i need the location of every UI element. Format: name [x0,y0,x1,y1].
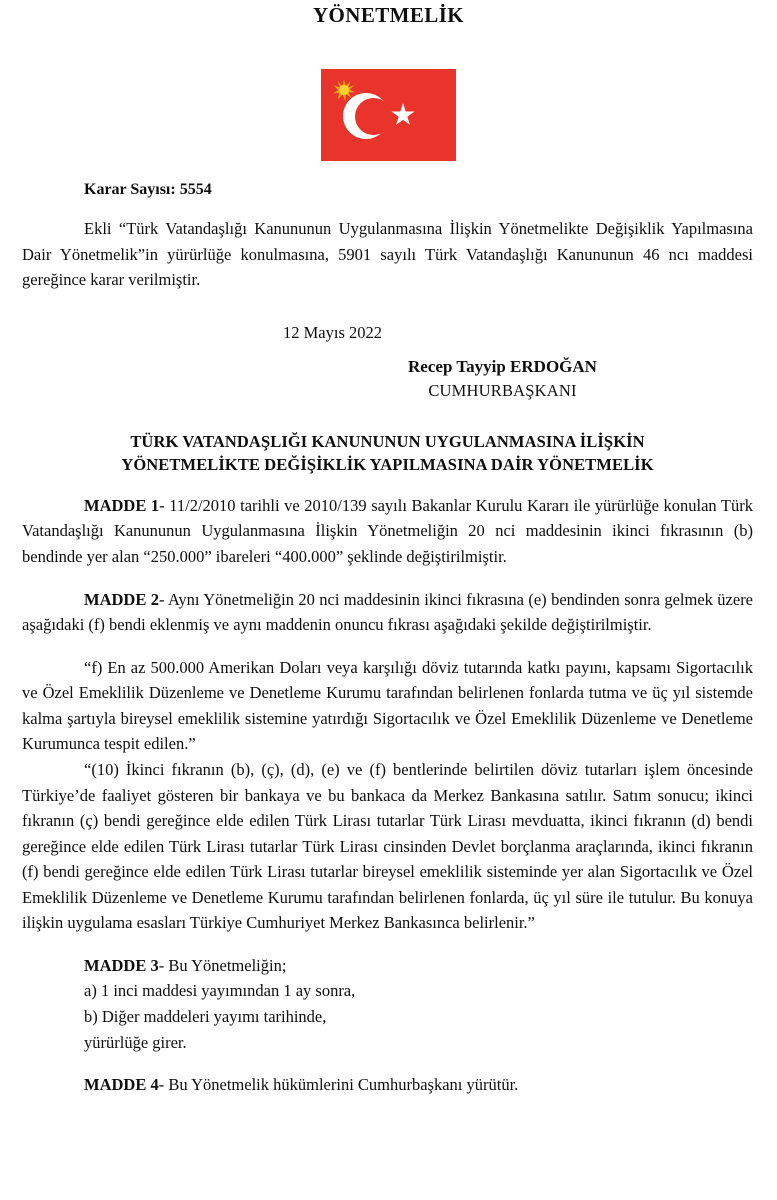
quoted-clause-f: “f) En az 500.000 Amerikan Doları veya karşılığı döviz tutarında katkı payını, kapsamı Sigortacılık ve Özel Emeklilik Düzenleme ve Denetleme Kurumu tarafından belirlenen fonlarda tutma ve üç yıl sistemde kalma şartıyla bireysel emeklilik sistemine yatırdığı Sigortacılık ve Özel Emeklilik Düzenleme ve Denetleme Kurumunca tespit edilen.” [22,657,753,754]
article-3-item-a: a) 1 inci maddesi yayımından 1 ay sonra, [84,981,356,1001]
article-3-intro: Bu Yönetmeliğin; [168,955,287,975]
crescent-cutout [355,98,392,135]
decision-date: 12 Mayıs 2022 [283,322,382,342]
article-4-separator: - [158,1075,169,1095]
emblem-container [0,69,777,161]
signatory-title: CUMHURBAŞKANI [428,381,577,401]
article-4 [22,1072,753,1098]
article-4-label: MADDE 4 [84,1075,159,1095]
article-2-separator: - [158,589,168,609]
regulation-title-line-2: YÖNETMELİKTE DEĞİŞİKLİK YAPILMASINA DAİR YÖNETMELİK [121,454,654,474]
article-3-items [22,978,753,1055]
article-1-separator: - [159,495,170,515]
article-1-label: MADDE 1 [84,495,160,515]
star-icon [391,103,415,127]
regulation-title [22,431,753,476]
article-3-item-b: b) Diğer maddeleri yayımı tarihinde, [84,1007,327,1026]
document-body [0,181,777,1098]
article-4-text: Bu Yönetmelik hükümlerini Cumhurbaşkanı yürütür. [168,1075,519,1095]
signatory-name: Recep Tayyip ERDOĞAN [408,356,597,376]
article-3-label: MADDE 3 [84,955,159,975]
article-2-label: MADDE 2 [84,589,159,609]
article-1 [22,493,753,570]
article-2 [22,587,753,638]
article-3 [22,953,753,979]
article-1-text: 11/2/2010 tarihli ve 2010/139 sayılı Bakanlar Kurulu Kararı ile yürürlüğe konulan Türk Vatandaşlığı Kanununun Uygulanmasına İlişkin Yönetmeliğin 20 nci maddesinin ikinci fıkrasının (b) bendinde yer alan “250.000” ibareleri “400.000” şeklinde değiştirilmiştir. [22,495,754,566]
page-title: YÖNETMELİK [312,3,465,27]
decision-number: Karar Sayısı: 5554 [84,181,212,199]
article-3-item-effective: yürürlüğe girer. [84,1032,187,1052]
article-3-separator: - [158,955,169,975]
regulation-title-line-1: TÜRK VATANDAŞLIĞI KANUNUNUN UYGULANMASINA İLİŞKİN [130,432,645,452]
preamble-paragraph: Ekli “Türk Vatandaşlığı Kanununun Uygulanmasına İlişkin Yönetmelikte Değişiklik Yapılmasına Dair Yönetmelik”in yürürlüğe konulmasına, 5901 sayılı Türk Vatandaşlığı Kanununun 46 ncı maddesi gereğince karar verilmiştir. [22,219,753,290]
quoted-clause-10: “(10) İkinci fıkranın (b), (ç), (d), (e) ve (f) bentlerinde belirtilen döviz tutarları işlem öncesinde Türkiye’de faaliyet gösteren bir bankaya ve bu bankaca da Merkez Bankasına satılır. Satım sonucu; ikinci fıkranın (ç) bendi gereğince elde edilen Türk Lirası tutarlar Türk Lirası mevduatta, ikinci fıkranın (d) bendi gereğince elde edilen Türk Lirası tutarlar Türk Lirası cinsinden Devlet borçlanma araçlarında, ikinci fıkranın (f) bendi gereğince elde edilen Türk Lirası tutarlar bireysel emeklilik sisteminde yer alan Sigortacılık ve Özel Emeklilik Düzenleme ve Denetleme Kurumu tarafından belirlenen fonlarda, üç yıl süre ile tutulur. Bu konuya ilişkin uygulama esasları Türkiye Cumhuriyet Merkez Bankasınca belirlenir.” [22,759,753,933]
signature-block [22,355,753,404]
article-2-text: Aynı Yönetmeliğin 20 nci maddesinin ikinci fıkrasına (e) bendinden sonra gelmek üzere aşağıdaki (f) bendi eklenmiş ve aynı maddenin onuncu fıkrası aşağıdaki şekilde değiştirilmiştir. [22,589,754,635]
turkish-flag-icon [321,69,456,161]
